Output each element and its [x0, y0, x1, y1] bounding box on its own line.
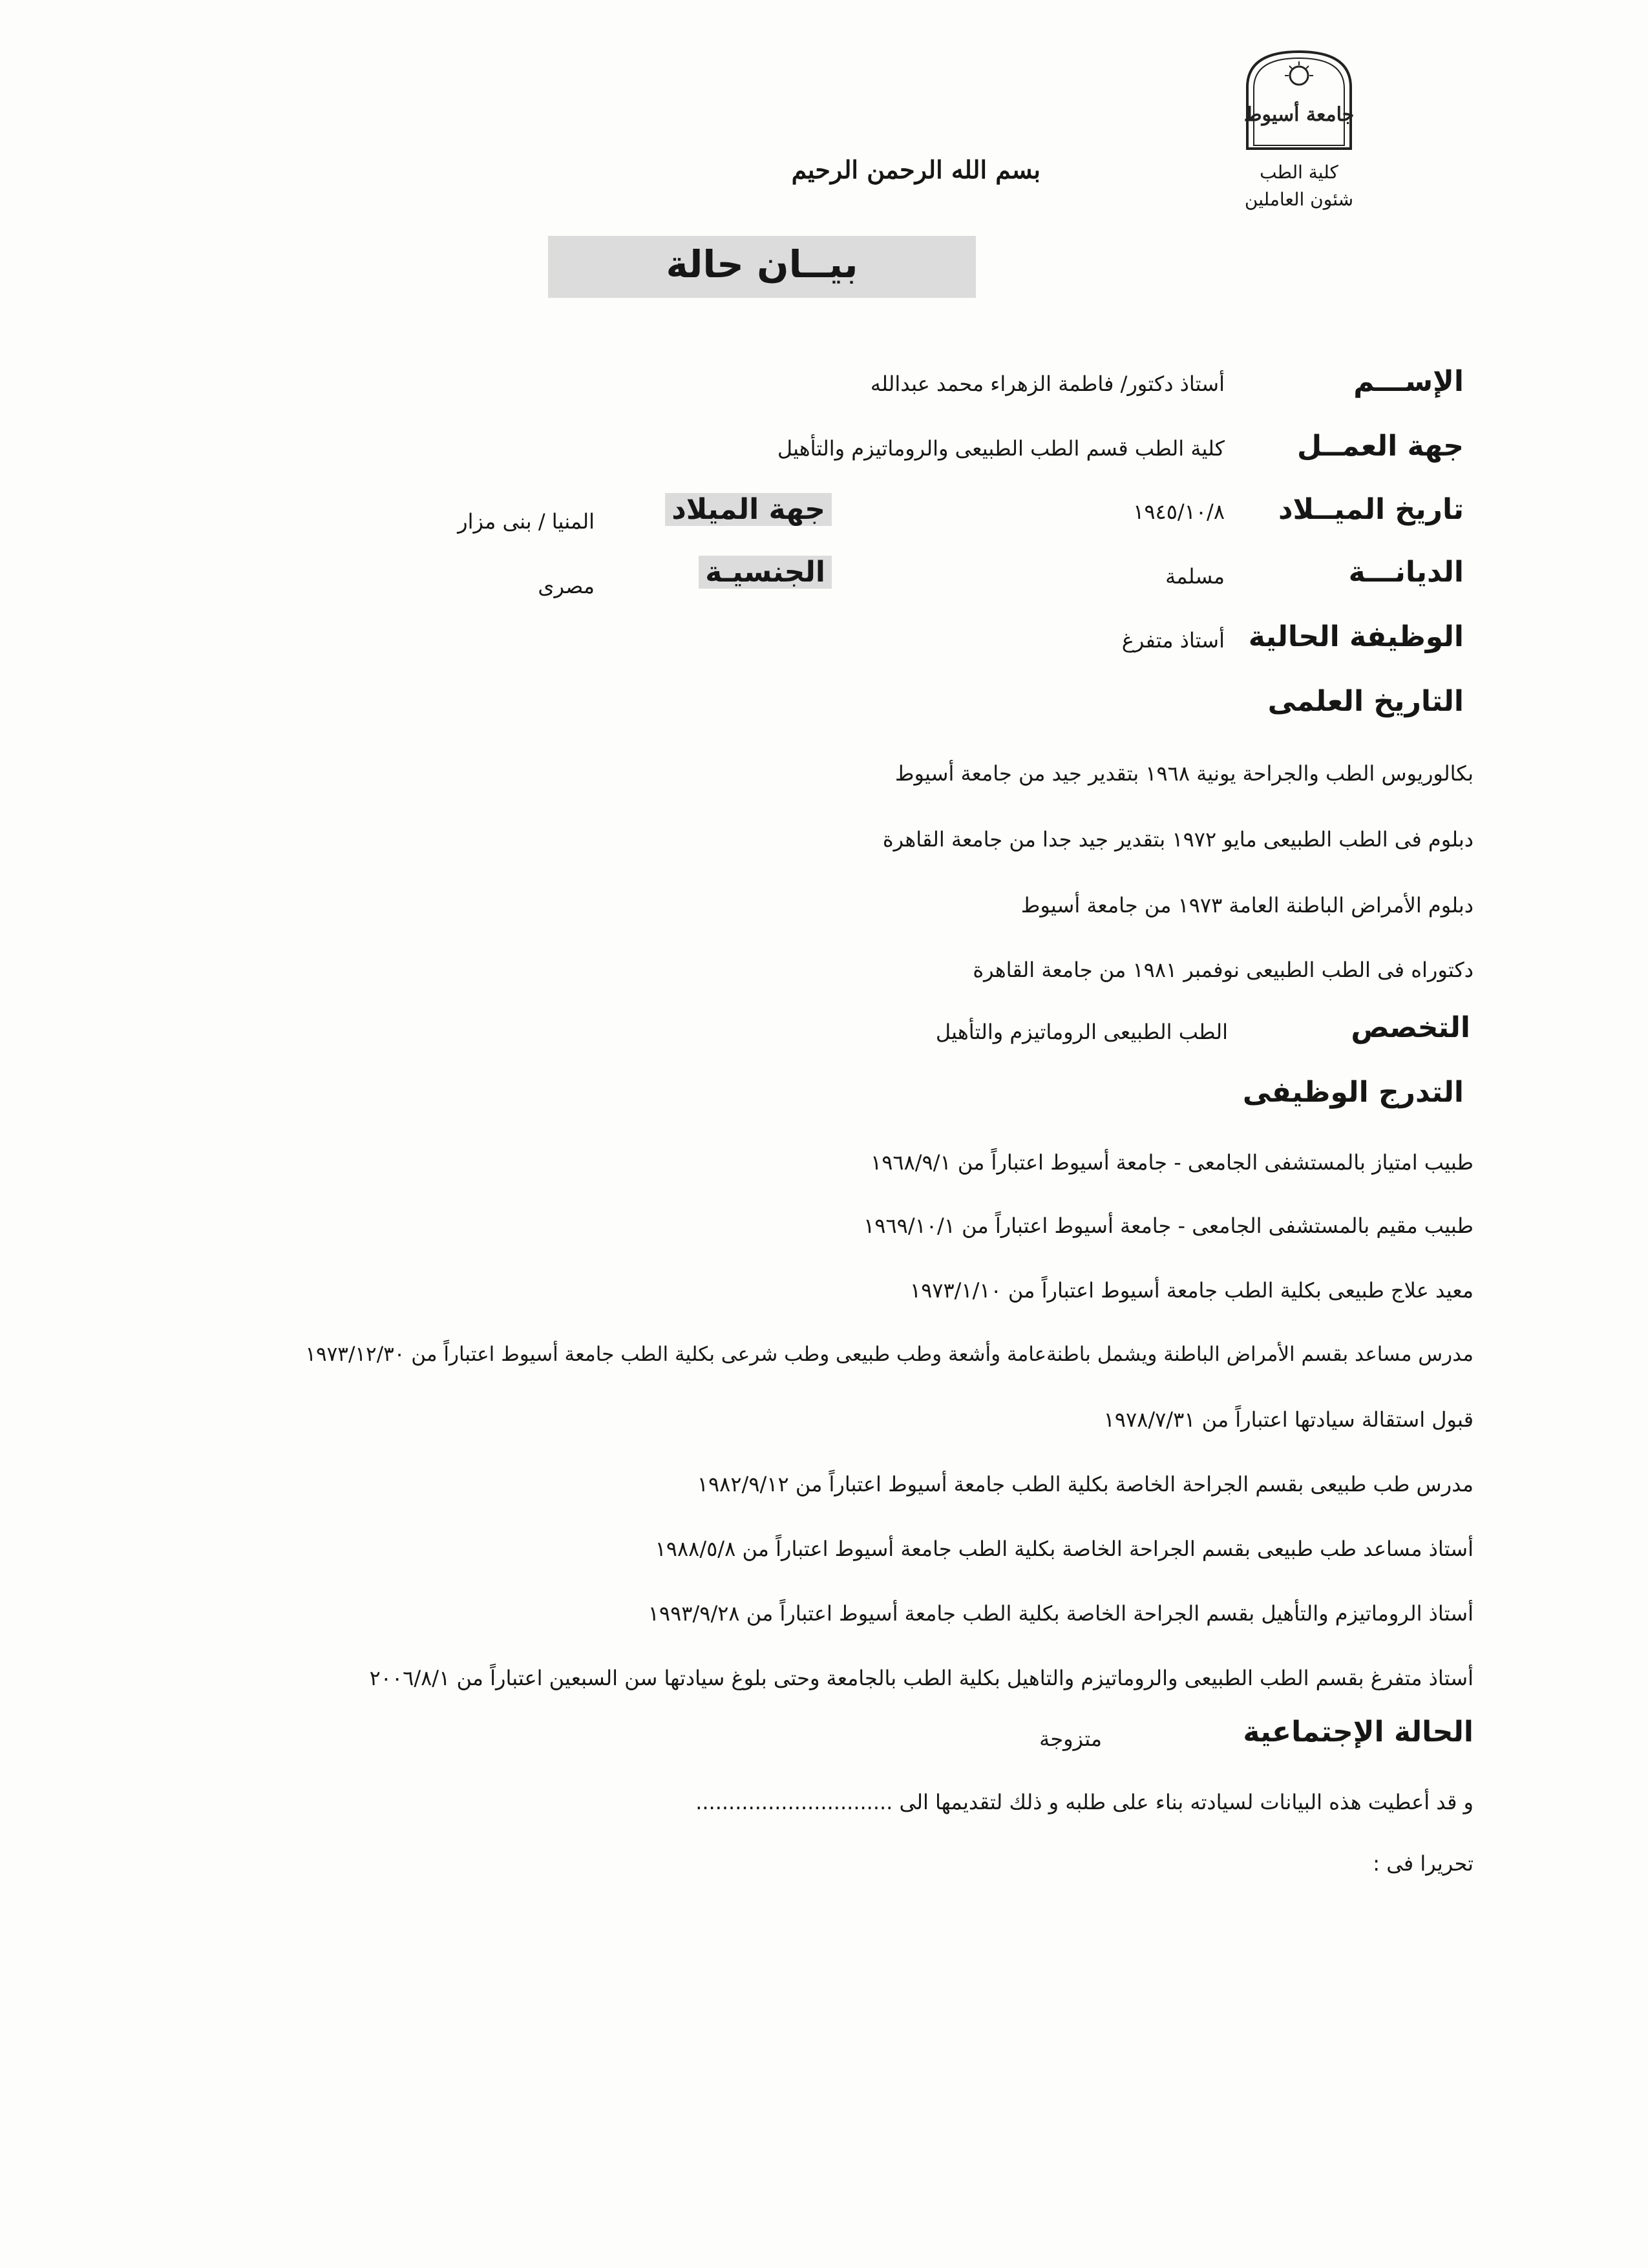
- religion-label: الديانـــة: [1348, 556, 1464, 589]
- academic-item: بكالوريوس الطب والجراحة يونية ١٩٦٨ بتقدير جيد من جامعة أسيوط: [894, 761, 1474, 786]
- basmala: بسم الله الرحمن الرحيم: [791, 155, 1041, 184]
- nationality-value: مصرى: [538, 574, 595, 598]
- name-value: أستاذ دكتور/ فاطمة الزهراء محمد عبدالله: [870, 372, 1225, 396]
- job-value: أستاذ متفرغ: [1121, 628, 1225, 653]
- document-title: بيــان حالة: [666, 242, 858, 286]
- dob-value: ١٩٤٥/١٠/٨: [1133, 499, 1225, 524]
- marital-value: متزوجة: [1039, 1727, 1102, 1751]
- written-at: تحريرا فى :: [1373, 1851, 1474, 1876]
- office-name: شئون العاملين: [1244, 189, 1354, 210]
- faculty-name: كلية الطب: [1260, 162, 1338, 183]
- specialty-value: الطب الطبيعى الروماتيزم والتأهيل: [935, 1020, 1228, 1044]
- name-label: الإســـم: [1353, 365, 1464, 398]
- specialty-label: التخصص: [1351, 1011, 1470, 1044]
- nationality-label: [699, 556, 832, 589]
- career-item: أستاذ مساعد طب طبيعى بقسم الجراحة الخاصة بكلية الطب جامعة أسيوط اعتباراً من ١٩٨٨/٥/٨: [655, 1537, 1474, 1561]
- nationality-label-text: الجنسيـة: [699, 556, 832, 589]
- footer-note: و قد أعطيت هذه البيانات لسيادته بناء على طلبه و ذلك لتقديمها الى ..............................: [695, 1790, 1474, 1814]
- academic-item: دكتوراه فى الطب الطبيعى نوفمبر ١٩٨١ من جامعة القاهرة: [973, 958, 1474, 982]
- pob-label: [665, 493, 832, 526]
- university-logo: [1241, 48, 1357, 152]
- dob-label: تاريخ الميــلاد: [1278, 493, 1464, 526]
- career-item: طبيب مقيم بالمستشفى الجامعى - جامعة أسيوط اعتباراً من ١٩٦٩/١٠/١: [863, 1213, 1474, 1238]
- career-item: مدرس مساعد بقسم الأمراض الباطنة ويشمل باطنةعامة وأشعة وطب طبيعى وطب شرعى بكلية الطب جامعة أسيوط اعتباراً من ١٩٧٣/١٢/٣٠: [305, 1343, 1474, 1366]
- career-item: أستاذ متفرغ بقسم الطب الطبيعى والروماتيزم والتاهيل بكلية الطب بالجامعة وحتى بلوغ سيادتها سن السبعين اعتباراً من ٢٠٠٦/٨/١: [369, 1666, 1474, 1690]
- academic-item: دبلوم الأمراض الباطنة العامة ١٩٧٣ من جامعة أسيوط: [1020, 893, 1474, 918]
- pob-label-text: جهة الميلاد: [665, 493, 832, 526]
- career-item: طبيب امتياز بالمستشفى الجامعى - جامعة أسيوط اعتباراً من ١٩٦٨/٩/١: [871, 1150, 1474, 1175]
- marital-label: الحالة الإجتماعية: [1243, 1716, 1474, 1748]
- career-heading: التدرج الوظيفى: [1242, 1076, 1464, 1109]
- work-label: جهة العمــل: [1296, 430, 1464, 463]
- career-item: أستاذ الروماتيزم والتأهيل بقسم الجراحة الخاصة بكلية الطب جامعة أسيوط اعتباراً من ١٩٩٣/٩/٢٨: [648, 1601, 1474, 1626]
- academic-heading: التاريخ العلمى: [1267, 685, 1464, 718]
- career-item: معيد علاج طبيعى بكلية الطب جامعة أسيوط اعتباراً من ١٩٧٣/١/١٠: [909, 1278, 1474, 1303]
- job-label: الوظيفة الحالية: [1248, 620, 1464, 653]
- career-item: مدرس طب طبيعى بقسم الجراحة الخاصة بكلية الطب جامعة أسيوط اعتباراً من ١٩٨٢/٩/١٢: [697, 1472, 1474, 1496]
- career-item: قبول استقالة سيادتها اعتباراً من ١٩٧٨/٧/٣١: [1103, 1407, 1474, 1432]
- religion-value: مسلمة: [1165, 564, 1225, 589]
- work-value: كلية الطب قسم الطب الطبيعى والروماتيزم والتأهيل: [777, 436, 1225, 461]
- logo-lettering: جامعة أسيوط: [1243, 103, 1355, 126]
- academic-item: دبلوم فى الطب الطبيعى مايو ١٩٧٢ بتقدير جيد جدا من جامعة القاهرة: [882, 827, 1474, 852]
- pob-value: المنيا / بنى مزار: [458, 509, 595, 534]
